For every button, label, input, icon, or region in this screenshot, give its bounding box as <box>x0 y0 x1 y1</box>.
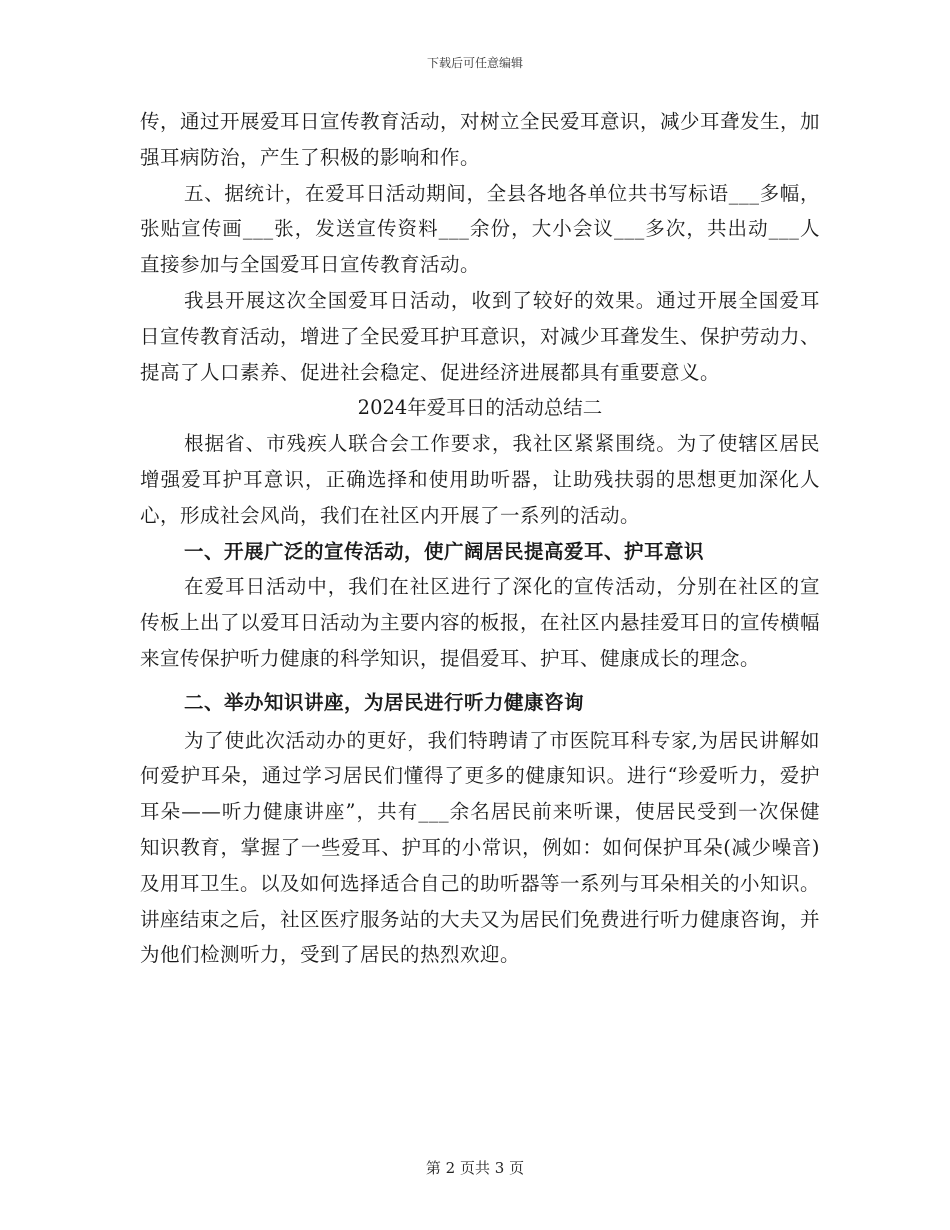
paragraph-lecture: 为了使此次活动办的更好，我们特聘请了市医院耳科专家,为居民讲解如何爱护耳朵，通过学习居民们懂得了更多的健康知识。进行“珍爱听力，爱护耳朵——听力健康讲座”，共有___余名居民前来听课，使居民受到一次保健知识教育，掌握了一些爱耳、护耳的小常识，例如：如何保护耳朵(减少噪音)及用耳卫生。以及如何选择适合自己的助听器等一系列与耳朵相关的小知识。讲座结束之后，社区医疗服务站的大夫又为居民们免费进行听力健康咨询，并为他们检测听力，受到了居民的热烈欢迎。 <box>140 728 821 967</box>
paragraph-intro: 根据省、市残疾人联合会工作要求，我社区紧紧围绕。为了使辖区居民增强爱耳护耳意识，正确选择和使用助听器，让助残扶弱的思想更加深化人心，形成社会风尚，我们在社区内开展了一系列的活动。 <box>140 432 820 527</box>
document-body <box>140 104 820 973</box>
page-indicator: 第 2 页共 3 页 <box>425 1159 525 1177</box>
paragraph-summary: 我县开展这次全国爱耳日活动，收到了较好的效果。通过开展全国爱耳日宣传教育活动，增进了全民爱耳护耳意识，对减少耳聋发生、保护劳动力、提高了人口素养、促进社会稳定、促进经济进展都具有重要意义。 <box>140 288 821 384</box>
paragraph-statistics: 五、据统计，在爱耳日活动期间，全县各地各单位共书写标语___多幅，张贴宣传画___张，发送宣传资料___余份，大小会议___多次，共出动___人直接参加与全国爱耳日宣传教育活动。 <box>140 181 820 277</box>
paragraph-continuation: 传，通过开展爱耳日宣传教育活动，对树立全民爱耳意识，减少耳聋发生，加强耳病防治，产生了积极的影响和作。 <box>140 110 821 169</box>
subheading-publicity: 一、开展广泛的宣传活动，使广阔居民提高爱耳、护耳意识 <box>184 539 705 563</box>
subheading-lecture: 二、举办知识讲座，为居民进行听力健康咨询 <box>184 690 585 714</box>
section-title: 2024年爱耳日的活动总结二 <box>357 396 603 420</box>
paragraph-publicity: 在爱耳日活动中，我们在社区进行了深化的宣传活动，分别在社区的宣传板上出了以爱耳日活动为主要内容的板报，在社区内悬挂爱耳日的宣传横幅来宣传保护听力健康的科学知识，提倡爱耳、护耳、健康成长的理念。 <box>140 575 821 670</box>
header-note: 下载后可任意编辑 <box>426 56 523 70</box>
